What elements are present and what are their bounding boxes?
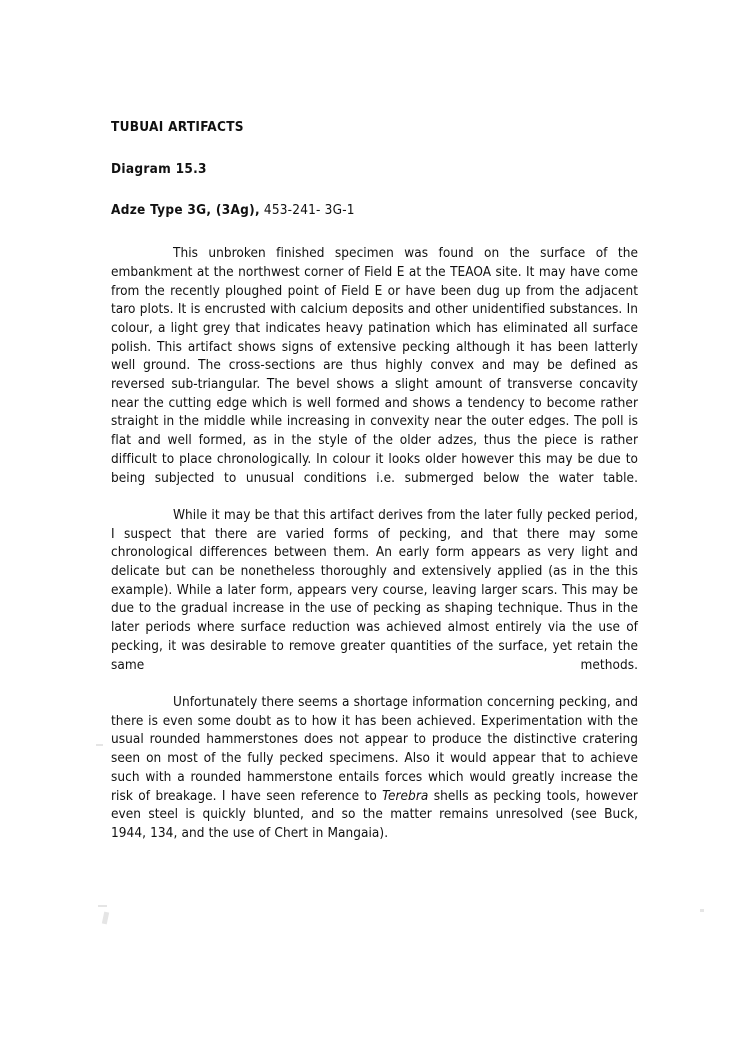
page-title: TUBUAI ARTIFACTS (111, 119, 244, 135)
diagram-label: Diagram 15.3 (111, 160, 207, 177)
scan-artifact (700, 909, 704, 912)
paragraph-text-lead: Unfortunately there seems a shortage information concerning pecking, and there is even some doubt as to how it has been achieved. Experimentation with the usual rounded hammerstones does not appear to produce the distinctive cratering seen on most of the fully pecked specimens. Also it would appear that to achieve such with a rounded hammerstone entails forces which would greatly increase the risk of breakage. I have seen reference to (111, 693, 638, 804)
species-name-terebra: Terebra (382, 787, 429, 804)
scan-artifact (98, 905, 107, 907)
paragraph-pecking-forms: While it may be that this artifact derives from the later fully pecked period, I suspect that there are varied forms of pecking, and that there may some chronological differences between them. An early form appears as very light and delicate but can be nonetheless thoroughly and extensively applied (as in the this example). While a later form, appears very course, leaving larger scars. This may be due to the gradual increase in the use of pecking as shaping technique. Thus in the later periods where surface reduction was achieved almost entirely via the use of pecking, it was desirable to remove greater quantities of the surface, yet retain the same methods. (111, 506, 638, 673)
document-body (111, 118, 638, 843)
catalog-number: 453-241- 3G-1 (263, 202, 355, 219)
specimen-heading (111, 201, 638, 220)
specimen-type-label: Adze Type 3G, (3Ag), (111, 202, 260, 219)
scan-artifact (96, 744, 103, 746)
scan-artifact (102, 912, 109, 925)
paragraph-text-tail: shells as pecking tools, however even steel is quickly blunted, and so the matter remains unresolved (see Buck, 1944, 134, and the use of Chert in Mangaia). (111, 787, 638, 841)
paragraph-description: This unbroken finished specimen was found on the surface of the embankment at the northwest corner of Field E at the TEAOA site. It may have come from the recently ploughed point of Field E or have been dug up from the adjacent taro plots. It is encrusted with calcium deposits and other unidentified substances. In colour, a light grey that indicates heavy patination which has eliminated all surface polish. This artifact shows signs of extensive pecking although it has been latterly well ground. The cross-sections are thus highly convex and may be defined as reversed sub-triangular. The bevel shows a slight amount of transverse concavity near the cutting edge which is well formed and shows a tendency to become rather straight in the middle while increasing in convexity near the outer edges. The poll is flat and well formed, as in the style of the older adzes, thus the piece is rather difficult to place chronologically. In colour it looks older however this may be due to being subjected to unusual conditions i.e. submerged below the water table. (111, 245, 638, 486)
paragraph-pecking-methods (111, 693, 638, 843)
